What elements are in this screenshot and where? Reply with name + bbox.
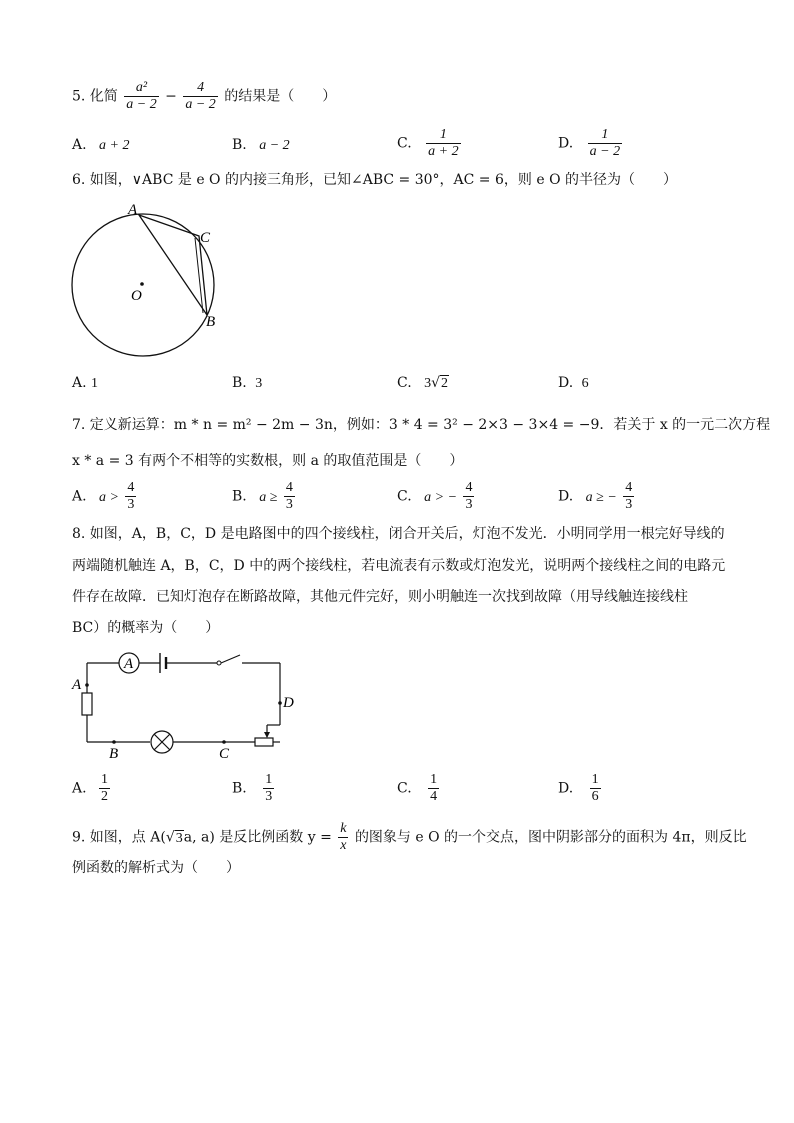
circle-triangle-figure bbox=[60, 198, 230, 363]
terminal-a bbox=[85, 683, 89, 687]
option-letter: C. bbox=[397, 135, 412, 152]
option-numerator: 4 bbox=[625, 480, 633, 495]
ammeter-label: A bbox=[124, 656, 134, 672]
q5-option-c[interactable] bbox=[397, 127, 463, 160]
option-denominator: 3 bbox=[285, 497, 293, 512]
q7-option-b[interactable] bbox=[232, 480, 297, 513]
switch-contact bbox=[217, 661, 221, 665]
option-prefix: a > bbox=[99, 489, 119, 505]
option-coefficient: 3 bbox=[424, 376, 432, 391]
q7-option-d[interactable] bbox=[558, 480, 636, 513]
q8-option-d[interactable] bbox=[558, 772, 603, 805]
option-denominator: 6 bbox=[591, 789, 599, 804]
q5-stem-suffix: 的结果是（ ） bbox=[224, 88, 337, 105]
option-denominator: 3 bbox=[625, 497, 633, 512]
question-8-line-2: 两端随机触连 A，B，C，D 中的两个接线柱，若电流表有示数或灯泡发光，说明两个接线柱之间的电路元 bbox=[72, 558, 726, 574]
label-c-terminal: C bbox=[219, 746, 230, 762]
question-9-line-2: 例函数的解析式为（ ） bbox=[72, 860, 240, 876]
label-b-terminal: B bbox=[109, 746, 119, 762]
option-letter: C. bbox=[397, 488, 412, 505]
q8-option-b[interactable] bbox=[232, 772, 276, 805]
option-letter: D. bbox=[558, 488, 574, 505]
option-letter: A. bbox=[72, 375, 87, 391]
q5-minus-sign: − bbox=[165, 88, 177, 105]
q6-option-b[interactable] bbox=[232, 373, 262, 394]
q6-option-c[interactable] bbox=[397, 373, 449, 394]
option-fraction bbox=[125, 480, 136, 513]
q5-fraction-2-numerator: 4 bbox=[183, 80, 217, 97]
option-denominator: 3 bbox=[265, 789, 273, 804]
option-numerator: 4 bbox=[285, 480, 293, 495]
q7-option-a[interactable] bbox=[72, 480, 138, 513]
option-letter: C. bbox=[397, 375, 412, 391]
option-letter: D. bbox=[558, 375, 574, 391]
label-b: B bbox=[206, 314, 216, 330]
rheostat bbox=[255, 738, 273, 746]
option-text: 1 bbox=[91, 376, 99, 391]
label-c: C bbox=[200, 230, 211, 246]
resistor bbox=[82, 693, 92, 715]
question-8-line-4: BC）的概率为（ ） bbox=[72, 620, 220, 636]
q9-stem-prefix: 9. 如图，点 A( bbox=[72, 829, 166, 846]
option-prefix: a ≥ − bbox=[585, 489, 617, 505]
option-fraction bbox=[590, 772, 601, 805]
label-d-terminal: D bbox=[283, 695, 294, 711]
q5-fraction-1-denominator: a − 2 bbox=[126, 97, 157, 112]
switch-lever bbox=[221, 655, 240, 663]
q5-option-b[interactable] bbox=[232, 135, 290, 156]
option-text: a − 2 bbox=[259, 138, 290, 153]
q9-fraction-numerator: k bbox=[340, 821, 347, 836]
option-denominator: 4 bbox=[430, 789, 438, 804]
question-9-line-1 bbox=[72, 821, 747, 854]
label-a: A bbox=[128, 202, 138, 218]
option-letter: A. bbox=[72, 488, 87, 505]
terminal-b bbox=[112, 740, 116, 744]
option-numerator: 1 bbox=[265, 772, 273, 787]
chord-cb-inner bbox=[195, 238, 203, 313]
q5-fraction-1-numerator: a² bbox=[124, 80, 158, 97]
rheostat-arrow bbox=[264, 732, 270, 738]
option-numerator: 4 bbox=[465, 480, 473, 495]
option-fraction bbox=[428, 772, 439, 805]
q5-fraction-1 bbox=[124, 80, 158, 113]
q9-fraction bbox=[338, 821, 348, 854]
label-a-terminal: A bbox=[72, 677, 82, 693]
option-fraction bbox=[99, 772, 110, 805]
triangle-abc bbox=[139, 215, 207, 315]
question-7-line-1: 7. 定义新运算：m * n = m² − 2m − 3n，例如：3 * 4 = 3² − 2×3 − 3×4 = −9．若关于 x 的一元二次方程 bbox=[72, 417, 771, 433]
option-fraction bbox=[284, 480, 295, 513]
question-8-line-3: 件存在故障．已知灯泡存在断路故障，其他元件完好，则小明触连一次找到故障（用导线触连接线柱 bbox=[72, 589, 688, 605]
option-denominator: 3 bbox=[127, 497, 135, 512]
option-letter: A. bbox=[72, 780, 87, 797]
option-letter: D. bbox=[558, 135, 574, 152]
q6-option-d[interactable] bbox=[558, 373, 589, 394]
sqrt-sign: √ bbox=[165, 829, 175, 846]
q5-option-d[interactable] bbox=[558, 127, 624, 160]
option-fraction bbox=[623, 480, 634, 513]
option-numerator: 1 bbox=[430, 772, 438, 787]
option-denominator: a − 2 bbox=[589, 144, 621, 159]
option-text: 6 bbox=[581, 376, 589, 391]
question-8-line-1: 8. 如图，A，B，C，D 是电路图中的四个接线柱，闭合开关后，灯泡不发光．小明同学用一根完好导线的 bbox=[72, 526, 725, 542]
option-prefix: a > − bbox=[424, 489, 458, 505]
q5-stem-prefix: 5. 化简 bbox=[72, 88, 118, 105]
q9-stem-middle: a, a) 是反比例函数 y = bbox=[183, 829, 332, 846]
option-fraction bbox=[263, 772, 274, 805]
option-denominator: 3 bbox=[465, 497, 473, 512]
question-5-stem bbox=[72, 80, 336, 113]
option-letter: D. bbox=[558, 780, 574, 797]
label-o: O bbox=[131, 288, 142, 304]
option-fraction bbox=[426, 127, 460, 160]
option-numerator: 1 bbox=[588, 127, 622, 144]
circuit-diagram bbox=[62, 645, 302, 765]
q8-option-a[interactable] bbox=[72, 772, 112, 805]
option-prefix: a ≥ bbox=[259, 489, 278, 505]
option-numerator: 4 bbox=[127, 480, 135, 495]
terminal-c bbox=[222, 740, 226, 744]
q8-option-c[interactable] bbox=[397, 772, 441, 805]
q7-option-c[interactable] bbox=[397, 480, 476, 513]
q9-stem-suffix: 的图象与 e O 的一个交点，图中阴影部分的面积为 4π，则反比 bbox=[354, 829, 747, 846]
q5-fraction-2-denominator: a − 2 bbox=[185, 97, 216, 112]
q5-fraction-2 bbox=[183, 80, 217, 113]
option-letter: A. bbox=[72, 137, 87, 153]
question-7-line-2: x * a = 3 有两个不相等的实数根，则 a 的取值范围是（ ） bbox=[72, 453, 464, 469]
center-point bbox=[140, 282, 144, 286]
q5-option-a[interactable] bbox=[72, 135, 129, 156]
option-letter: C. bbox=[397, 780, 412, 797]
option-text: a + 2 bbox=[99, 138, 130, 153]
question-6-stem: 6. 如图，∨ABC 是 e O 的内接三角形，已知∠ABC = 30°，AC = 6，则 e O 的半径为（ ） bbox=[72, 172, 678, 188]
option-letter: B. bbox=[232, 137, 247, 153]
q9-fraction-denominator: x bbox=[340, 838, 347, 853]
option-letter: B. bbox=[232, 375, 247, 391]
option-denominator: a + 2 bbox=[428, 144, 459, 159]
option-numerator: 1 bbox=[426, 127, 460, 144]
option-denominator: 2 bbox=[101, 789, 109, 804]
q6-option-a[interactable] bbox=[72, 373, 98, 394]
option-letter: B. bbox=[232, 488, 247, 505]
q9-radicand: 3 bbox=[175, 830, 183, 846]
option-fraction bbox=[588, 127, 622, 160]
option-letter: B. bbox=[232, 780, 247, 797]
option-text: 3 bbox=[255, 376, 263, 391]
option-fraction bbox=[463, 480, 474, 513]
sqrt-sign: √ bbox=[431, 375, 441, 391]
option-numerator: 1 bbox=[591, 772, 599, 787]
option-numerator: 1 bbox=[101, 772, 109, 787]
option-radicand: 2 bbox=[441, 376, 449, 391]
